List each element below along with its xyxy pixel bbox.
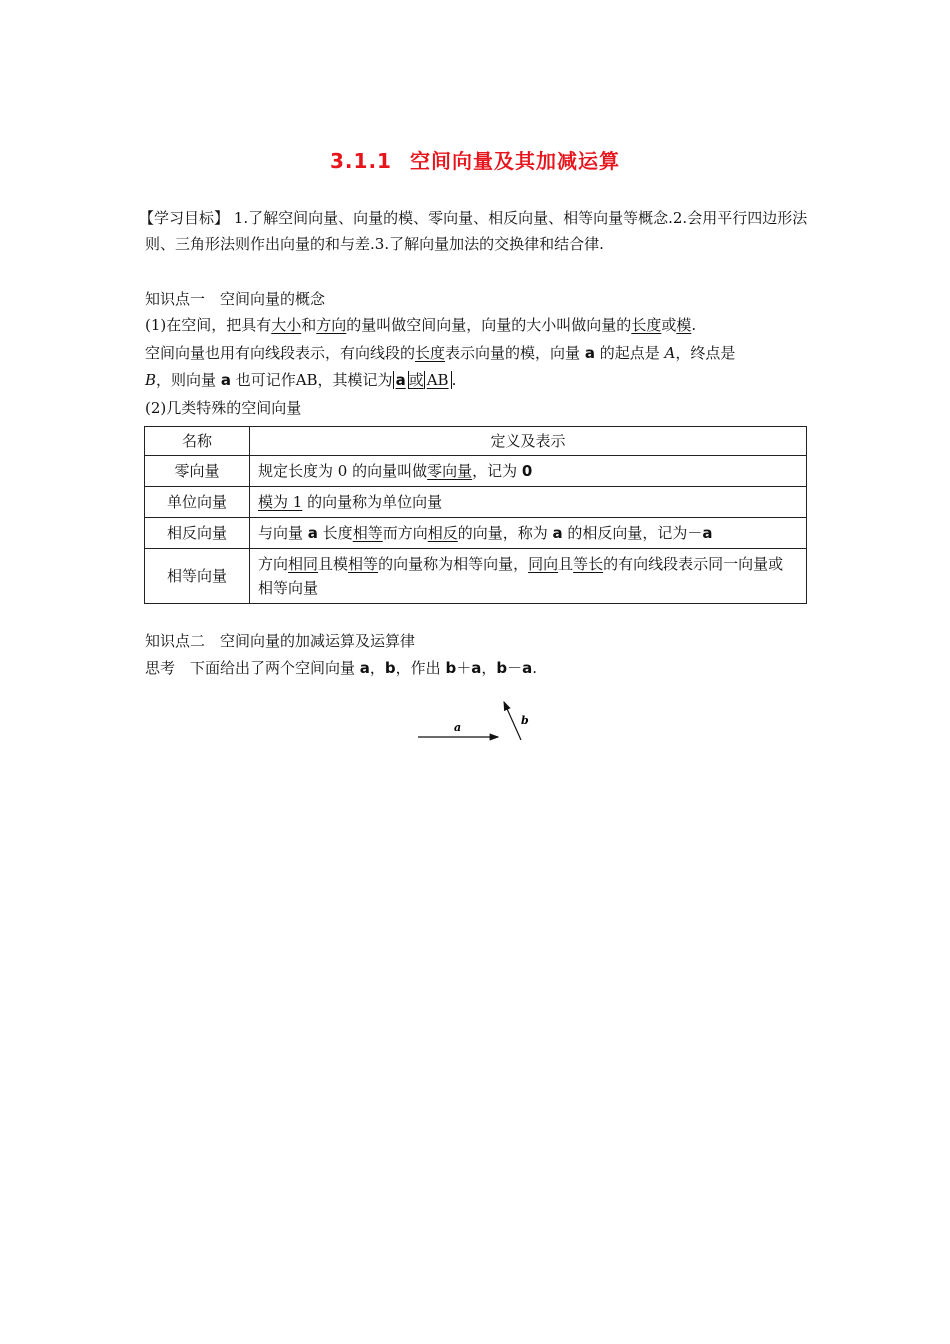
row-name: 零向量: [145, 456, 250, 487]
row-name: 单位向量: [145, 487, 250, 518]
text: 的向量，称为: [457, 524, 553, 542]
text: 的量叫做空间向量，向量的大小叫做向量的: [346, 316, 632, 334]
text: 空间向量也用有向线段表示，有向线段的: [145, 344, 416, 362]
text: ＋: [456, 659, 472, 677]
text: .: [451, 371, 457, 389]
vector-symbol: b: [384, 659, 396, 677]
vector-symbol: a: [522, 659, 533, 677]
vector-b-label: b: [521, 714, 529, 727]
vector-symbol: a: [471, 659, 482, 677]
row-name: 相反向量: [145, 518, 250, 549]
point-label: A: [664, 344, 676, 362]
vector-symbol: a: [220, 371, 231, 389]
vector-types-table: [144, 426, 807, 604]
kp1-line2: [145, 341, 735, 365]
text: －: [507, 659, 523, 677]
vector-symbol: a: [702, 524, 713, 542]
table-header: 名称: [145, 427, 250, 456]
blank-answer: 零向量: [427, 462, 473, 480]
row-definition: [250, 456, 807, 487]
table-header: 定义及表示: [250, 427, 807, 456]
text: (1)在空间，把具有: [145, 316, 272, 334]
goals-label: 【学习目标】: [139, 209, 230, 227]
vector-symbol: a: [307, 524, 318, 542]
vector-b-arrow: [504, 702, 521, 740]
text: 的相反向量，记为－: [562, 524, 703, 542]
page-title: [0, 145, 950, 174]
kp2-heading: 知识点二 空间向量的加减运算及运算律: [145, 632, 416, 650]
learning-goals: [139, 205, 810, 257]
table-row: [145, 487, 807, 518]
point-label: B: [145, 371, 157, 389]
text: 的向量称为相等向量，: [378, 555, 529, 573]
text: 的起点是: [594, 344, 665, 362]
vector-symbol: a: [584, 344, 595, 362]
blank-answer: 长度: [415, 344, 446, 362]
vector-symbol: b: [445, 659, 457, 677]
vector-symbol: AB: [424, 371, 452, 389]
goals-text: 1.了解空间向量、向量的模、零向量、相反向量、相等向量等概念.2.会用平行四边形法则、三角形法则作出向量的和与差.3.了解向量加法的交换律和结合律.: [145, 209, 808, 253]
text: ，则向量: [156, 371, 221, 389]
text: 或: [661, 316, 677, 334]
row-definition: [250, 487, 807, 518]
vector-a-label: a: [454, 721, 462, 734]
text: 与向量: [258, 524, 308, 542]
table-header-row: [145, 427, 807, 456]
text: 或: [408, 371, 424, 389]
text: 和: [301, 316, 317, 334]
text: ，作出: [395, 659, 446, 677]
vector-symbol: a: [552, 524, 563, 542]
row-definition: [250, 549, 807, 604]
text: ，: [481, 659, 497, 677]
blank-answer: 相等: [352, 524, 383, 542]
text: 表示向量的模，向量: [445, 344, 585, 362]
text: 思考 下面给出了两个空间向量: [145, 659, 360, 677]
blank-answer: 方向: [316, 316, 347, 334]
blank-answer: 等长: [573, 555, 604, 573]
kp1-line1: [145, 313, 696, 337]
text: 的有向线段表示同一向量或相等向量: [258, 555, 784, 597]
kp2-think: [145, 656, 537, 680]
text: ，终点是: [675, 344, 736, 362]
row-name: 相等向量: [145, 549, 250, 604]
table-row: [145, 549, 807, 604]
blank-answer: 模: [676, 316, 692, 334]
blank-answer: 模为 1: [258, 493, 303, 511]
blank-answer: 相同: [288, 555, 319, 573]
vector-symbol: 0: [521, 462, 533, 480]
text: 且: [558, 555, 574, 573]
blank-answer: 相反: [427, 524, 458, 542]
row-definition: [250, 518, 807, 549]
text: 而方向: [382, 524, 428, 542]
text: 且模: [318, 555, 349, 573]
vector-symbol: b: [496, 659, 508, 677]
blank-answer: [393, 371, 452, 389]
section-title: 空间向量及其加减运算: [409, 149, 620, 173]
text: .: [532, 659, 538, 677]
blank-answer: 相等: [348, 555, 379, 573]
text: .: [691, 316, 697, 334]
text: 规定长度为 0 的向量叫做: [258, 462, 428, 480]
text: 方向: [258, 555, 289, 573]
vector-figure: [410, 695, 540, 750]
blank-answer: 大小: [271, 316, 302, 334]
text: ，记为: [472, 462, 522, 480]
vector-symbol: a: [395, 371, 406, 389]
section-number: 3.1.1: [330, 149, 392, 173]
kp1-heading: 知识点一 空间向量的概念: [145, 290, 326, 308]
kp1-sub2: (2)几类特殊的空间向量: [145, 399, 302, 417]
text: 也可记作AB，其模记为: [230, 371, 393, 389]
vector-symbol: a: [359, 659, 370, 677]
text: 长度: [317, 524, 353, 542]
text: 的向量称为单位向量: [302, 493, 443, 511]
kp1-line3: [145, 368, 456, 392]
text: ，: [369, 659, 385, 677]
blank-answer: 同向: [528, 555, 559, 573]
table-row: [145, 456, 807, 487]
blank-answer: 长度: [631, 316, 662, 334]
table-row: [145, 518, 807, 549]
